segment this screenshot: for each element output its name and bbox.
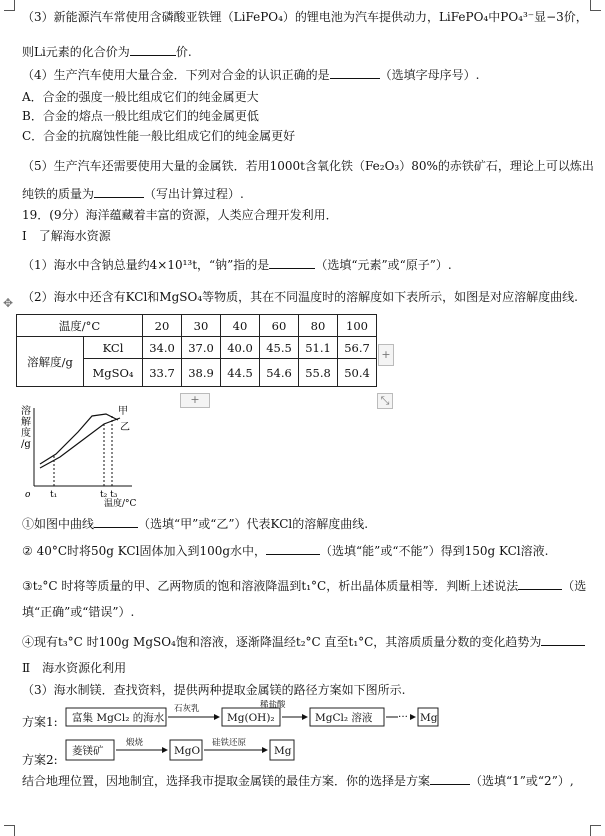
- answer-blank[interactable]: [266, 543, 320, 555]
- scheme1-dots: ···: [398, 711, 409, 723]
- solubility-table: [16, 314, 377, 387]
- scheme1-node: Mg: [420, 712, 438, 724]
- scheme2-label: 方案2:: [22, 753, 58, 767]
- scheme2-node: Mg: [274, 745, 292, 757]
- answer-blank[interactable]: [330, 67, 380, 79]
- final-question: 结合地理位置，因地制宜，选择我市提取金属镁的最佳方案．你的选择是方案 （选填“1”或“2”）,: [22, 774, 574, 788]
- table-header-temp: 温度/°C: [17, 315, 143, 337]
- scheme1-flow: [64, 700, 444, 736]
- graph-xlabel: 温度/°C: [104, 499, 137, 508]
- answer-blank[interactable]: [94, 186, 144, 198]
- table-header-cell: 100: [338, 315, 377, 337]
- add-row-button[interactable]: +: [180, 393, 210, 408]
- part2-heading: Ⅱ 海水资源化利用: [22, 661, 127, 675]
- scheme1-node: 富集 MgCl₂ 的海水: [72, 712, 165, 724]
- q4-option-b: B．合金的熔点一般比组成它们的纯金属更低: [22, 109, 259, 123]
- scheme2-arrow-label: 煅烧: [126, 738, 144, 748]
- crop-mark-top-left: [4, 0, 15, 11]
- scheme1-arrow-label: 稀盐酸: [260, 700, 286, 710]
- table-row-label: 溶解度/g: [17, 337, 84, 387]
- q5-line2: 纯铁的质量为 （写出计算过程）.: [22, 187, 244, 201]
- svg-text:度: 度: [21, 428, 31, 439]
- answer-blank[interactable]: [541, 634, 585, 646]
- table-row-name: KCl: [84, 337, 143, 359]
- curve-jia: [40, 414, 118, 464]
- curve-label-jia: 甲: [118, 406, 128, 417]
- table-cell: 50.4: [338, 359, 377, 387]
- scheme1-label: 方案1:: [22, 715, 58, 729]
- table-header-cell: 20: [143, 315, 182, 337]
- sub-question-2: ② 40°C时将50g KCl固体加入到100g水中， （选填“能”或“不能”）得到150g KCl溶液.: [22, 544, 549, 558]
- answer-blank[interactable]: [94, 516, 138, 528]
- graph-origin: o: [25, 490, 31, 500]
- q3-scheme-intro: （3）海水制镁．查找资料，提供两种提取金属镁的路径方案如下图所示.: [22, 683, 406, 697]
- table-cell: 33.7: [143, 359, 182, 387]
- table-cell: 34.0: [143, 337, 182, 359]
- table-header-cell: 40: [221, 315, 260, 337]
- move-handle-icon[interactable]: ✥: [2, 296, 14, 310]
- crop-mark-top-right: [590, 0, 601, 11]
- answer-blank[interactable]: [130, 44, 176, 56]
- answer-blank[interactable]: [269, 257, 315, 269]
- scheme2-arrow-label: 硅铁还原: [212, 738, 247, 748]
- table-cell: 45.5: [260, 337, 299, 359]
- scheme1-arrow-label: 石灰乳: [174, 704, 200, 714]
- part1-heading: Ⅰ 了解海水资源: [22, 229, 111, 243]
- table-cell: 38.9: [182, 359, 221, 387]
- graph-t1: t₁: [50, 490, 58, 500]
- scheme1-node: Mg(OH)₂: [227, 712, 275, 724]
- resize-handle-icon[interactable]: ⤡: [377, 393, 393, 409]
- svg-text:/g: /g: [21, 439, 31, 450]
- table-cell: 37.0: [182, 337, 221, 359]
- answer-blank[interactable]: [430, 773, 470, 785]
- scheme2-node: 菱镁矿: [72, 745, 104, 757]
- table-cell: 40.0: [221, 337, 260, 359]
- q3-line2: 则Li元素的化合价为 价.: [22, 45, 192, 59]
- svg-text:解: 解: [21, 417, 31, 428]
- q4-option-c: C．合金的抗腐蚀性能一般比组成它们的纯金属更好: [22, 129, 296, 143]
- q3-line1: （3）新能源汽车常使用含磷酸亚铁锂（LiFePO₄）的锂电池为汽车提供动力，LiFePO₄中PO₄³⁻显−3价，: [22, 10, 588, 24]
- table-cell: 51.1: [299, 337, 338, 359]
- answer-blank[interactable]: [518, 578, 562, 590]
- curve-yi: [40, 418, 120, 468]
- q19-sub2: （2）海水中还含有KCl和MgSO₄等物质，其在不同温度时的溶解度如下表所示，如图是对应溶解度曲线.: [22, 290, 578, 304]
- sub-question-1: ①如图中曲线 （选填“甲”或“乙”）代表KCl的溶解度曲线.: [22, 517, 369, 531]
- add-column-button[interactable]: +: [378, 344, 394, 366]
- graph-ylabel: 溶: [21, 406, 31, 417]
- curve-label-yi: 乙: [120, 422, 130, 433]
- q19-title: 19．(9分）海洋蕴藏着丰富的资源，人类应合理开发利用．: [22, 208, 338, 222]
- sub-question-3: ③t₂°C 时将等质量的甲、乙两物质的饱和溶液降温到t₁°C，析出晶体质量相等．判断上述说法 （选: [22, 579, 587, 593]
- table-cell: 55.8: [299, 359, 338, 387]
- crop-mark-bottom-right: [590, 825, 601, 836]
- scheme1-node: MgCl₂ 溶液: [315, 712, 373, 724]
- table-cell: 54.6: [260, 359, 299, 387]
- q19-sub1: （1）海水中含钠总量约4×10¹³t，“钠”指的是 （选填“元素”或“原子”）.: [22, 258, 452, 272]
- scheme2-flow: [64, 734, 304, 764]
- sub-question-4: ④现有t₃°C 时100g MgSO₄饱和溶液，逐渐降温经t₂°C 直至t₁°C，其溶质质量分数的变化趋势为: [22, 634, 585, 650]
- scheme2-node: MgO: [174, 745, 201, 757]
- graph-t2-t3: t₂ t₃: [100, 490, 118, 500]
- sub-question-3-cont: 填“正确”或“错误”）.: [22, 605, 135, 619]
- table-cell: 44.5: [221, 359, 260, 387]
- q5-line1: （5）生产汽车还需要使用大量的金属铁．若用1000t含氧化铁（Fe₂O₃）80%的赤铁矿石，理论上可以炼出: [22, 159, 594, 173]
- q4-option-a: A．合金的强度一般比组成它们的纯金属更大: [22, 90, 259, 104]
- table-header-cell: 30: [182, 315, 221, 337]
- table-header-cell: 80: [299, 315, 338, 337]
- solubility-curve-graph: [20, 402, 150, 508]
- table-cell: 56.7: [338, 337, 377, 359]
- table-row-name: MgSO₄: [84, 359, 143, 387]
- crop-mark-bottom-left: [4, 825, 15, 836]
- q4-stem: （4）生产汽车使用大量合金．下列对合金的认识正确的是 （选填字母序号）.: [22, 68, 480, 82]
- table-header-cell: 60: [260, 315, 299, 337]
